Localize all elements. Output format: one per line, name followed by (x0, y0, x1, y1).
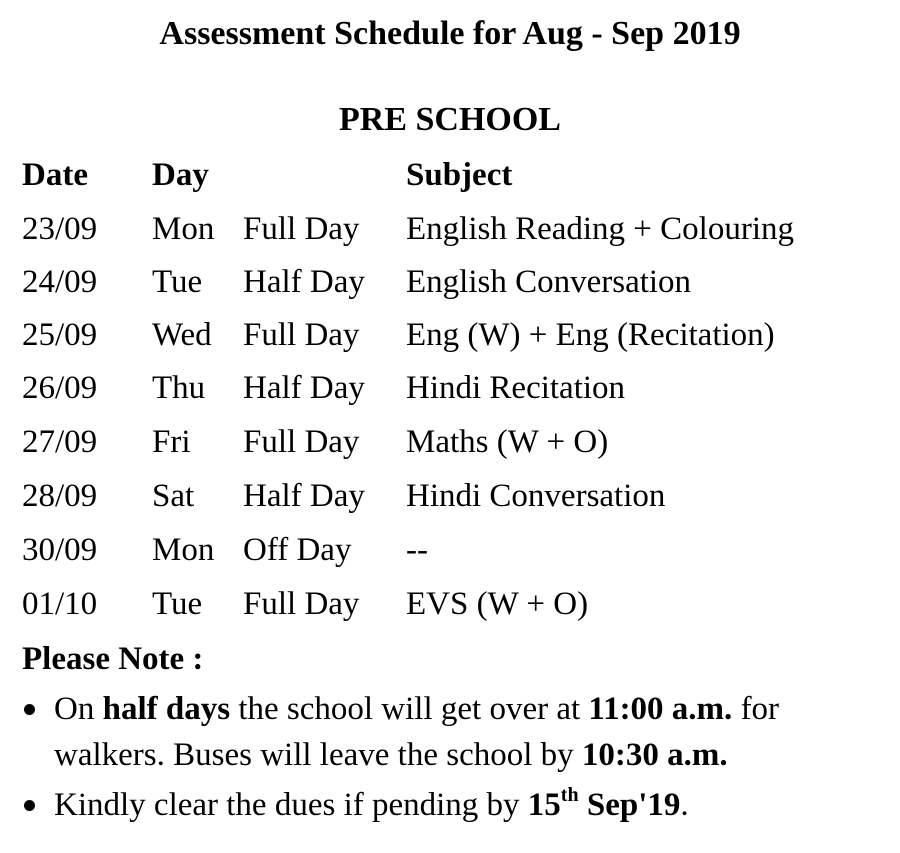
note-text-bold: Sep'19 (578, 787, 681, 823)
row-session: Half Day (243, 478, 365, 514)
note-text-part: for walkers. Buses will leave the school by (54, 691, 780, 773)
table-row (0, 582, 900, 626)
row-session: Full Day (243, 424, 360, 460)
column-header-date: Date (22, 157, 88, 193)
notes-list (22, 686, 892, 832)
table-header-row (0, 153, 900, 197)
table-row (0, 207, 900, 251)
bullet-icon (24, 800, 35, 811)
row-date: 26/09 (22, 370, 98, 406)
row-date: 01/10 (22, 586, 98, 622)
row-date: 24/09 (22, 264, 98, 300)
table-row (0, 260, 900, 304)
row-subject: Eng (W) + Eng (Recitation) (406, 317, 775, 353)
row-date: 25/09 (22, 317, 98, 353)
row-subject: Hindi Recitation (406, 370, 626, 406)
table-row (0, 420, 900, 464)
row-date: 28/09 (22, 478, 98, 514)
section-heading: PRE SCHOOL (339, 101, 561, 138)
row-subject: Maths (W + O) (406, 424, 609, 460)
note-text-part: On (54, 691, 103, 727)
page-title: Assessment Schedule for Aug - Sep 2019 (159, 15, 741, 52)
table-row (0, 366, 900, 410)
note-text-bold: 11:00 a.m. (588, 691, 733, 727)
note-text-bold: 15 (527, 787, 561, 823)
row-session: Half Day (243, 264, 365, 300)
row-date: 27/09 (22, 424, 98, 460)
ordinal-suffix (561, 784, 579, 806)
row-subject: Hindi Conversation (406, 478, 666, 514)
note-text-part: the school will get over at (230, 691, 589, 727)
column-header-day: Day (152, 157, 209, 193)
row-session: Full Day (243, 211, 360, 247)
note-text-bold: th (560, 784, 579, 806)
row-day: Fri (152, 424, 191, 460)
table-row (0, 528, 900, 572)
row-subject: EVS (W + O) (406, 586, 589, 622)
note-text-part: Kindly clear the dues if pending by (54, 787, 528, 823)
row-day: Mon (152, 532, 215, 568)
row-day: Tue (152, 586, 203, 622)
note-text-bold: half days (102, 691, 231, 727)
row-session: Half Day (243, 370, 365, 406)
row-subject: English Conversation (406, 264, 692, 300)
row-day: Mon (152, 211, 215, 247)
note-text-part: . (680, 787, 689, 823)
bullet-icon (24, 704, 35, 715)
note-item (22, 686, 892, 778)
row-day: Thu (152, 370, 206, 406)
table-row (0, 474, 900, 518)
table-row (0, 313, 900, 357)
row-date: 30/09 (22, 532, 98, 568)
row-date: 23/09 (22, 211, 98, 247)
row-session: Off Day (243, 532, 352, 568)
row-day: Sat (152, 478, 195, 514)
row-session: Full Day (243, 586, 360, 622)
notes-heading: Please Note : (22, 641, 204, 677)
row-subject: -- (406, 532, 428, 568)
column-header-subject: Subject (406, 157, 513, 193)
note-text-bold: 10:30 a.m. (581, 737, 728, 773)
note-item (22, 782, 892, 828)
row-session: Full Day (243, 317, 360, 353)
row-subject: English Reading + Colouring (406, 211, 795, 247)
row-day: Tue (152, 264, 203, 300)
row-day: Wed (152, 317, 212, 353)
